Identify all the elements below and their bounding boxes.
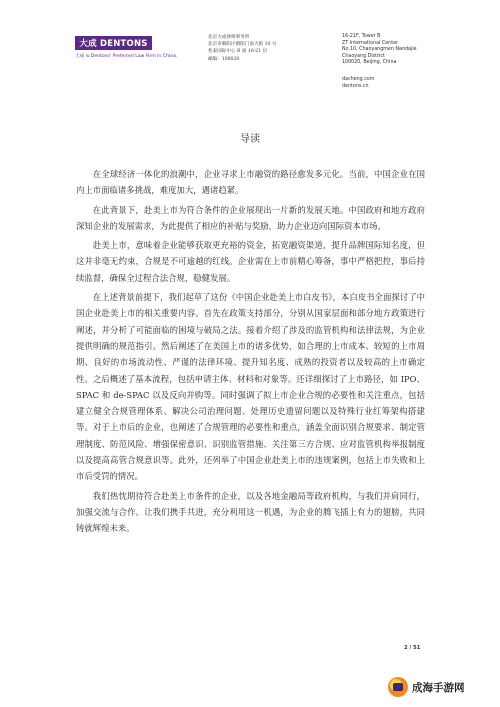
game-controller-icon <box>388 677 408 697</box>
address-cn-line: 邮编：100020 <box>208 56 240 62</box>
website-link[interactable]: dentons.cn <box>342 83 369 89</box>
address-cn-line: 北京市朝阳区朝阳门南大街 10 号 <box>208 42 277 48</box>
body-paragraph: 在此背景下，赴美上市为符合条件的企业展现出一片新的发展天地。中国政府和地方政府深知企业的发展需求，为此提供了相应的补贴与奖励，助力企业迈向国际资本市场。 <box>76 204 425 231</box>
document-title: 导读 <box>240 134 260 145</box>
logo-text: 大成 DENTONS <box>79 39 148 49</box>
body-paragraph: 我们热忱期待符合赴美上市条件的企业，以及各地金融局等政府机构，与我们并肩同行，加强交流与合作。让我们携手共进，充分利用这一机遇，为企业的腾飞插上有力的翅膀，共同铸就辉煌未来。 <box>76 490 425 534</box>
address-cn-line: 兆泰国际中心 B 座 16-21 层 <box>208 49 268 55</box>
address-cn-line: 北京大成律师事务所 <box>208 35 250 40</box>
page-number: 2 / 51 <box>404 645 421 651</box>
body-paragraph: 在上述背景前提下，我们起草了这份《中国企业赴美上市白皮书》，本白皮书全面探讨了中国企业赴美上市的相关重要内容。首先在政策支持部分，分别从国家层面和部分地方政策进行阐述，并分析了可能面临的困境与破局之法。接着介绍了涉及的监管机构和法律法规，为企业提供明确的规范指引。然后阐述了在美国上市的诸多优势，如合理的上市成本、较短的上市周期、良好的市场流动性、严谨的法律环境、提升知名度、成熟的投资者以及较高的上市确定性。之后概述了基本流程，包括申请主体、材料和对象等。还详细探讨了上市路径，如 IPO、SPAC 和 de-SPAC 以及反向并购等。同时强调了拟上市企业合规的必要性和关注重点，包括建立健全合规管理体系、解决公司治理问题、处理历史遗留问题以及特殊行业红筹架构搭建等。对于上市后的企业，也阐述了合规管理的必要性和重点，涵盖全面识别合规要求、制定管理制度、防范风险、增强保密意识、识别监管措施、关注第三方合规、应对监管机构举报制度以及提高高管合规意识等。此外，还列举了中国企业赴美上市的违规案例，包括上市失败和上市后受罚的情况。 <box>76 292 425 482</box>
address-en-line: 100020, Beijing, China <box>342 60 397 66</box>
website-list <box>342 77 442 90</box>
body-paragraph: 在全球经济一体化的浪潮中，企业寻求上市融资的路径愈发多元化。当前，中国企业在国内上市面临诸多挑战，难度加大，遇诸趋紧。 <box>76 169 425 196</box>
address-chinese <box>208 34 318 63</box>
body-paragraph: 赴美上市，意味着企业能够获取更充裕的资金，拓宽融资渠道，提升品牌国际知名度，但这并非毫无约束，合规是不可逾越的红线。企业需在上市前精心筹备，事中严格把控，事后持续监督，确保全过程合法合规，稳健发展。 <box>76 240 425 283</box>
document-body <box>76 166 425 540</box>
address-en-line: No.10, Chaoyangmen Nandajie <box>342 47 417 53</box>
website-link[interactable]: dacheng.com <box>342 77 375 82</box>
dentons-logo <box>75 36 152 50</box>
watermark-text: 成海手游网 <box>412 681 465 694</box>
address-en-line: Chaoyang District <box>342 53 385 59</box>
watermark-badge <box>388 676 492 698</box>
address-english <box>342 34 442 67</box>
address-en-line: 16-21F, Tower B <box>342 34 381 39</box>
address-en-line: ZT International Center <box>342 40 399 46</box>
logo-tagline: 大成 is Dentons' Preferred Law Firm in China. <box>75 54 178 59</box>
